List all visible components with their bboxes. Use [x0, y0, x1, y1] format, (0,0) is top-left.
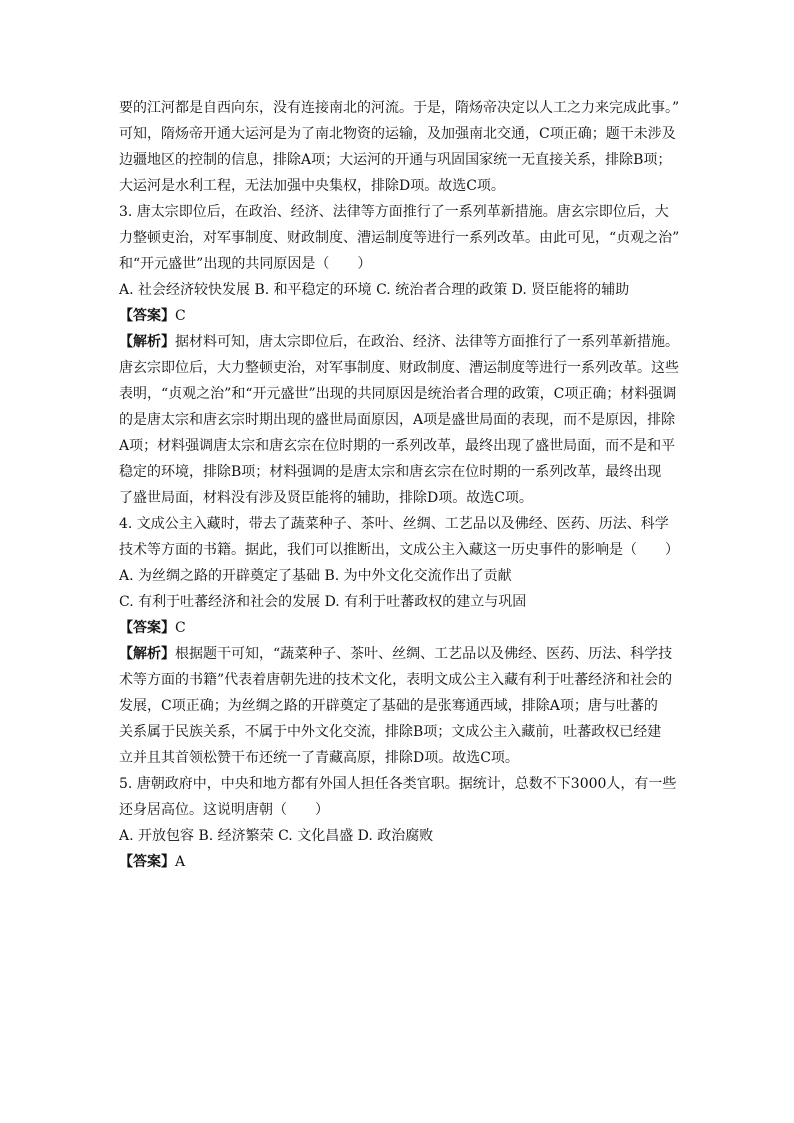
analysis-line: 立并且其首领松赞干布还统一了青藏高原，排除D项。故选C项。	[119, 750, 519, 766]
question-options: A. 社会经济较快发展 B. 和平稳定的环境 C. 统治者合理的政策 D. 贤臣能将的辅助	[119, 282, 630, 298]
answer-value: C	[175, 308, 186, 324]
analysis-line: 发展，C项正确；为丝绸之路的开辟奠定了基础的是张骞通西域，排除A项；唐与吐蕃的	[119, 698, 658, 714]
question-3	[119, 199, 685, 511]
question-4	[119, 511, 685, 771]
answer-value: A	[175, 854, 186, 870]
answer-tag: 【答案】	[119, 308, 175, 324]
previous-analysis	[119, 95, 685, 199]
text-line: 要的江河都是自西向东，没有连接南北的河流。于是，隋炀帝决定以人工之力来完成此事。”	[119, 100, 680, 116]
analysis-tag: 【解析】	[119, 334, 175, 350]
question-options: A. 开放包容 B. 经济繁荣 C. 文化昌盛 D. 政治腐败	[119, 828, 434, 844]
question-options: A. 为丝绸之路的开辟奠定了基础 B. 为中外文化交流作出了贡献	[119, 568, 512, 584]
answer-line	[119, 849, 685, 875]
analysis-line	[119, 641, 685, 667]
text-line: 边疆地区的控制的信息，排除A项；大运河的开通与巩固国家统一无直接关系，排除B项；	[119, 152, 672, 168]
analysis-line: 表明，“贞观之治”和“开元盛世”出现的共同原因是统治者合理的政策，C项正确；材料强调	[119, 386, 677, 402]
question-stem: 和“开元盛世”出现的共同原因是（ ）	[119, 256, 372, 272]
question-stem: 3. 唐太宗即位后，在政治、经济、法律等方面推行了一系列革新措施。唐玄宗即位后，大	[119, 204, 669, 220]
answer-value: C	[175, 620, 186, 636]
analysis-line: 术等方面的书籍”代表着唐朝先进的技术文化，表明文成公主入藏有利于吐蕃经济和社会的	[119, 672, 673, 688]
question-5	[119, 771, 685, 875]
text-line: 大运河是水利工程，无法加强中央集权，排除D项。故选C项。	[119, 178, 505, 194]
answer-line	[119, 615, 685, 641]
text-line: 可知，隋炀帝开通大运河是为了南北物资的运输，及加强南北交通，C项正确；题干未涉及	[119, 126, 676, 142]
answer-line	[119, 303, 685, 329]
question-options: C. 有利于吐蕃经济和社会的发展 D. 有利于吐蕃政权的建立与巩固	[119, 594, 527, 610]
question-stem: 技术等方面的书籍。据此，我们可以推断出，文成公主入藏这一历史事件的影响是（ ）	[119, 542, 679, 558]
question-stem: 5. 唐朝政府中，中央和地方都有外国人担任各类官职。据统计，总数不下3000人，有一些	[119, 776, 677, 792]
analysis-line: 稳定的环境，排除B项；材料强调的是唐太宗和唐玄宗在位时期的一系列改革，最终出现	[119, 464, 662, 480]
analysis-line: 了盛世局面，材料没有涉及贤臣能将的辅助，排除D项。故选C项。	[119, 490, 533, 506]
document-page	[119, 95, 685, 875]
answer-tag: 【答案】	[119, 620, 175, 636]
analysis-line: A项；材料强调唐太宗和唐玄宗在位时期的一系列改革，最终出现了盛世局面，而不是和平	[119, 438, 676, 454]
analysis-line	[119, 329, 685, 355]
question-stem: 4. 文成公主入藏时，带去了蔬菜种子、茶叶、丝绸、工艺品以及佛经、医药、历法、科学	[119, 516, 669, 532]
analysis-text: 根据题干可知，“蔬菜种子、茶叶、丝绸、工艺品以及佛经、医药、历法、科学技	[175, 646, 673, 662]
analysis-text: 据材料可知，唐太宗即位后，在政治、经济、法律等方面推行了一系列革新措施。	[175, 334, 679, 350]
answer-tag: 【答案】	[119, 854, 175, 870]
question-stem: 力整顿吏治，对军事制度、财政制度、漕运制度等进行一系列改革。由此可见，“贞观之治”	[119, 230, 680, 246]
analysis-line: 唐玄宗即位后，大力整顿吏治，对军事制度、财政制度、漕运制度等进行一系列改革。这些	[119, 360, 679, 376]
analysis-tag: 【解析】	[119, 646, 175, 662]
question-stem: 还身居高位。这说明唐朝（ ）	[119, 802, 329, 818]
analysis-line: 的是唐太宗和唐玄宗时期出现的盛世局面原因，A项是盛世局面的表现，而不是原因，排除	[119, 412, 676, 428]
analysis-line: 关系属于民族关系，不属于中外文化交流，排除B项；文成公主入藏前，吐蕃政权已经建	[119, 724, 662, 740]
